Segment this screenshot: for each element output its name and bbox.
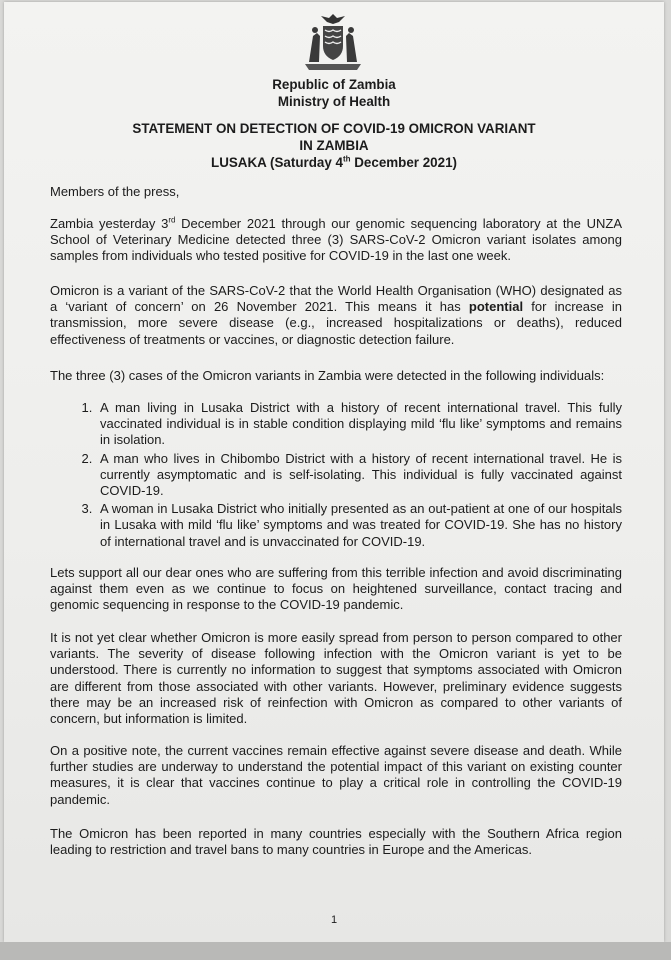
ministry-heading: Ministry of Health — [277, 94, 391, 109]
paragraph-support: Lets support all our dear ones who are suffering from this terrible infection and avoid discriminating against them even as we continue to focus on heightened surveillance, contact tracing and genomic sequencing in response to the COVID-19 pandemic. — [50, 565, 622, 613]
statement-title: STATEMENT ON DETECTION OF COVID-19 OMICRON VARIANT — [132, 121, 536, 136]
list-item: 1. A man living in Lusaka District with a history of recent international travel. This fully vaccinated individual is in stable condition displaying mild ‘flu like’ symptoms and remains in isolation. — [96, 400, 622, 449]
paragraph-vaccines: On a positive note, the current vaccines remain effective against severe disease and death. While further studies are underway to understand the potential impact of this variant on existing counter measures, it is clear that vaccines continue to play a critical role in controlling the COVID-19 pandemic. — [50, 743, 622, 807]
statement-dateline: LUSAKA (Saturday 4th December 2021) — [211, 154, 457, 170]
paragraph-cases-intro: The three (3) cases of the Omicron variants in Zambia were detected in the following individuals: — [50, 368, 605, 383]
republic-heading: Republic of Zambia — [272, 77, 396, 92]
coat-of-arms-emblem — [299, 12, 367, 74]
background-strip — [0, 942, 671, 960]
page-number: 1 — [330, 914, 338, 926]
cases-list — [50, 400, 622, 552]
list-item: 2. A man who lives in Chibombo District with a history of recent international travel. He is currently asymptomatic and is self-isolating. This individual is fully vaccinated against COVID-19. — [96, 451, 622, 500]
paragraph-detection: Zambia yesterday 3rd December 2021 through our genomic sequencing laboratory at the UNZA School of Veterinary Medicine detected three (3) SARS-CoV-2 Omicron variant isolates among samples from individuals who tested positive for COVID-19 in the last one week. — [50, 215, 622, 264]
document-page — [4, 2, 664, 942]
salutation: Members of the press, — [50, 184, 180, 199]
list-item: 3. A woman in Lusaka District who initially presented as an out-patient at one of our hospitals in Lusaka with mild ‘flu like’ symptoms and was treated for COVID-19. She has no history of international travel and is unvaccinated for COVID-19. — [96, 501, 622, 550]
paragraph-transmissibility: It is not yet clear whether Omicron is more easily spread from person to person compared to other variants. The severity of disease following infection with the Omicron variant is yet to be understood. There is currently no information to suggest that symptoms associated with Omicron are different from those associated with other variants. However, preliminary evidence suggests there may be an increased risk of reinfection with Omicron as compared to other variants of concern, but information is limited. — [50, 630, 622, 727]
paragraph-spread: The Omicron has been reported in many countries especially with the Southern Africa region leading to restriction and travel bans to many countries in Europe and the Americas. — [50, 826, 622, 858]
paragraph-variant-of-concern: Omicron is a variant of the SARS-CoV-2 that the World Health Organisation (WHO) designated as a ‘variant of concern’ on 26 November 2021. This means it has potential for increase in transmission, more severe disease (e.g., increased hospitalizations or deaths), reduced effectiveness of treatments or vaccines, or diagnostic detection failure. — [50, 283, 622, 347]
statement-title-line2: IN ZAMBIA — [299, 138, 369, 153]
